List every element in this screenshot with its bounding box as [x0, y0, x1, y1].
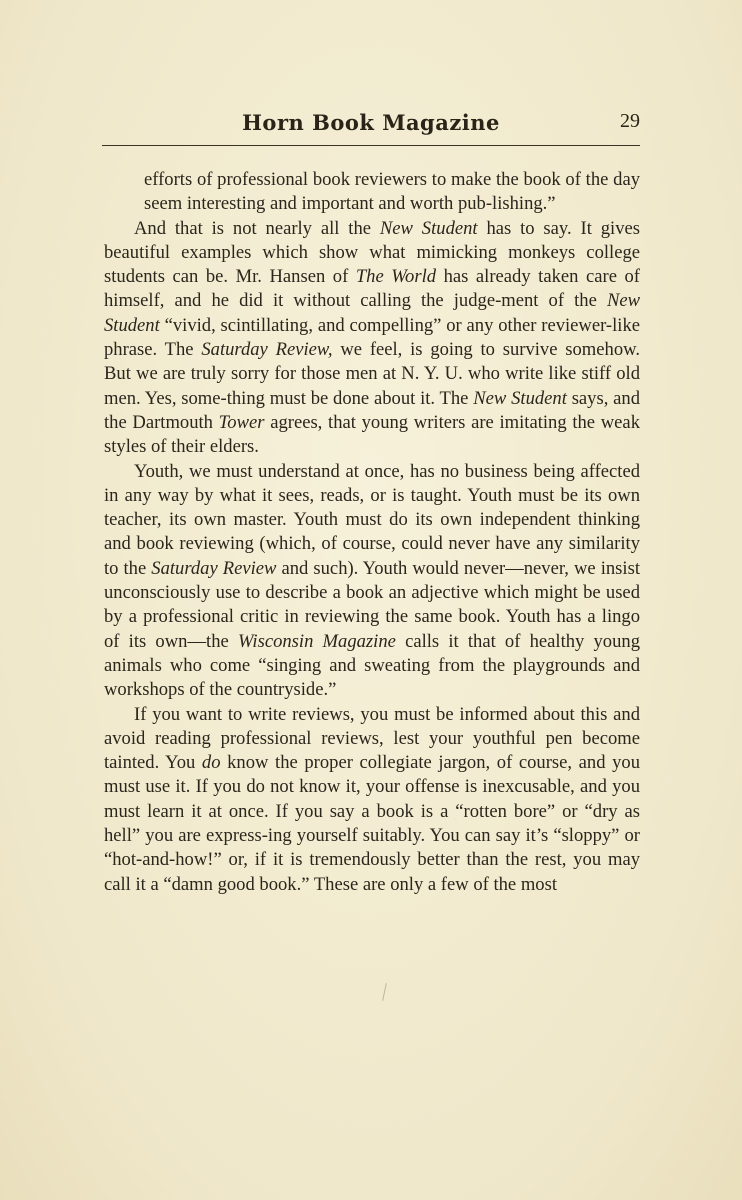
title-italic: Wisconsin Magazine — [237, 630, 396, 652]
page-number: 29 — [620, 110, 640, 132]
emphasis-italic: do — [201, 752, 221, 774]
paragraph-new-student: And that is not nearly all the New Student has to say. It gives beautiful examples which show what mimicking monkeys college students can be. Mr. Hansen of The World has already taken care of himself, and he did it without calling the judge-ment of the New Student “vivid, scintillating, and compelling” or any other reviewer-like phrase. The Saturday Review, we feel, is going to survive somehow. But we are truly sorry for those men at N. Y. U. who write like stiff old men. Yes, some-thing must be done about it. The New Student says, and the Dartmouth Tower agrees, that young writers are imitating the weak styles of their elders. — [104, 217, 641, 458]
running-title: Horn Book Magazine — [242, 110, 500, 135]
paragraph-youth: Youth, we must understand at once, has no business being affected in any way by what it sees, reads, or is taught. Youth must be its own teacher, its own master. Youth must do its own independent thinking and book reviewing (which, of course, could never have any similarity to the Saturday Review and such). Youth would never—never, we insist unconsciously use to describe a book an adjective which might be used by a professional critic in reviewing the same book. Youth has a lingo of its own—the Wisconsin Magazine calls it that of healthy young animals who come “singing and sweating from the playgrounds and workshops of the countryside.” — [104, 460, 640, 701]
quote-continuation: efforts of professional book reviewers to make the book of the day seem interesting and important and worth pub-lishing.” — [144, 169, 640, 215]
title-italic: New Student — [473, 387, 567, 409]
title-italic: The World — [355, 266, 437, 288]
title-italic: Tower — [218, 411, 265, 433]
title-italic: New Student — [379, 217, 478, 239]
title-italic: Saturday Review, — [201, 339, 333, 361]
body-text — [104, 168, 640, 897]
title-italic: Saturday Review — [151, 557, 277, 579]
header-rule — [102, 145, 640, 146]
page-header — [102, 110, 640, 146]
paper-mark — [382, 983, 387, 1001]
title-italic: New Student — [104, 290, 640, 336]
paragraph-reviews: If you want to write reviews, you must be informed about this and avoid reading professional reviews, lest your youthful pen become tainted. You do know the proper collegiate jargon, of course, and you must use it. If you do not know it, your offense is inexcusable, and you must learn it at once. If you say a book is a “rotten bore” or “dry as hell” you are express-ing yourself suitably. You can say it’s “sloppy” or “hot-and-how!” or, if it is tremendously better than the rest, you may call it a “damn good book.” These are only a few of the most — [104, 703, 640, 895]
